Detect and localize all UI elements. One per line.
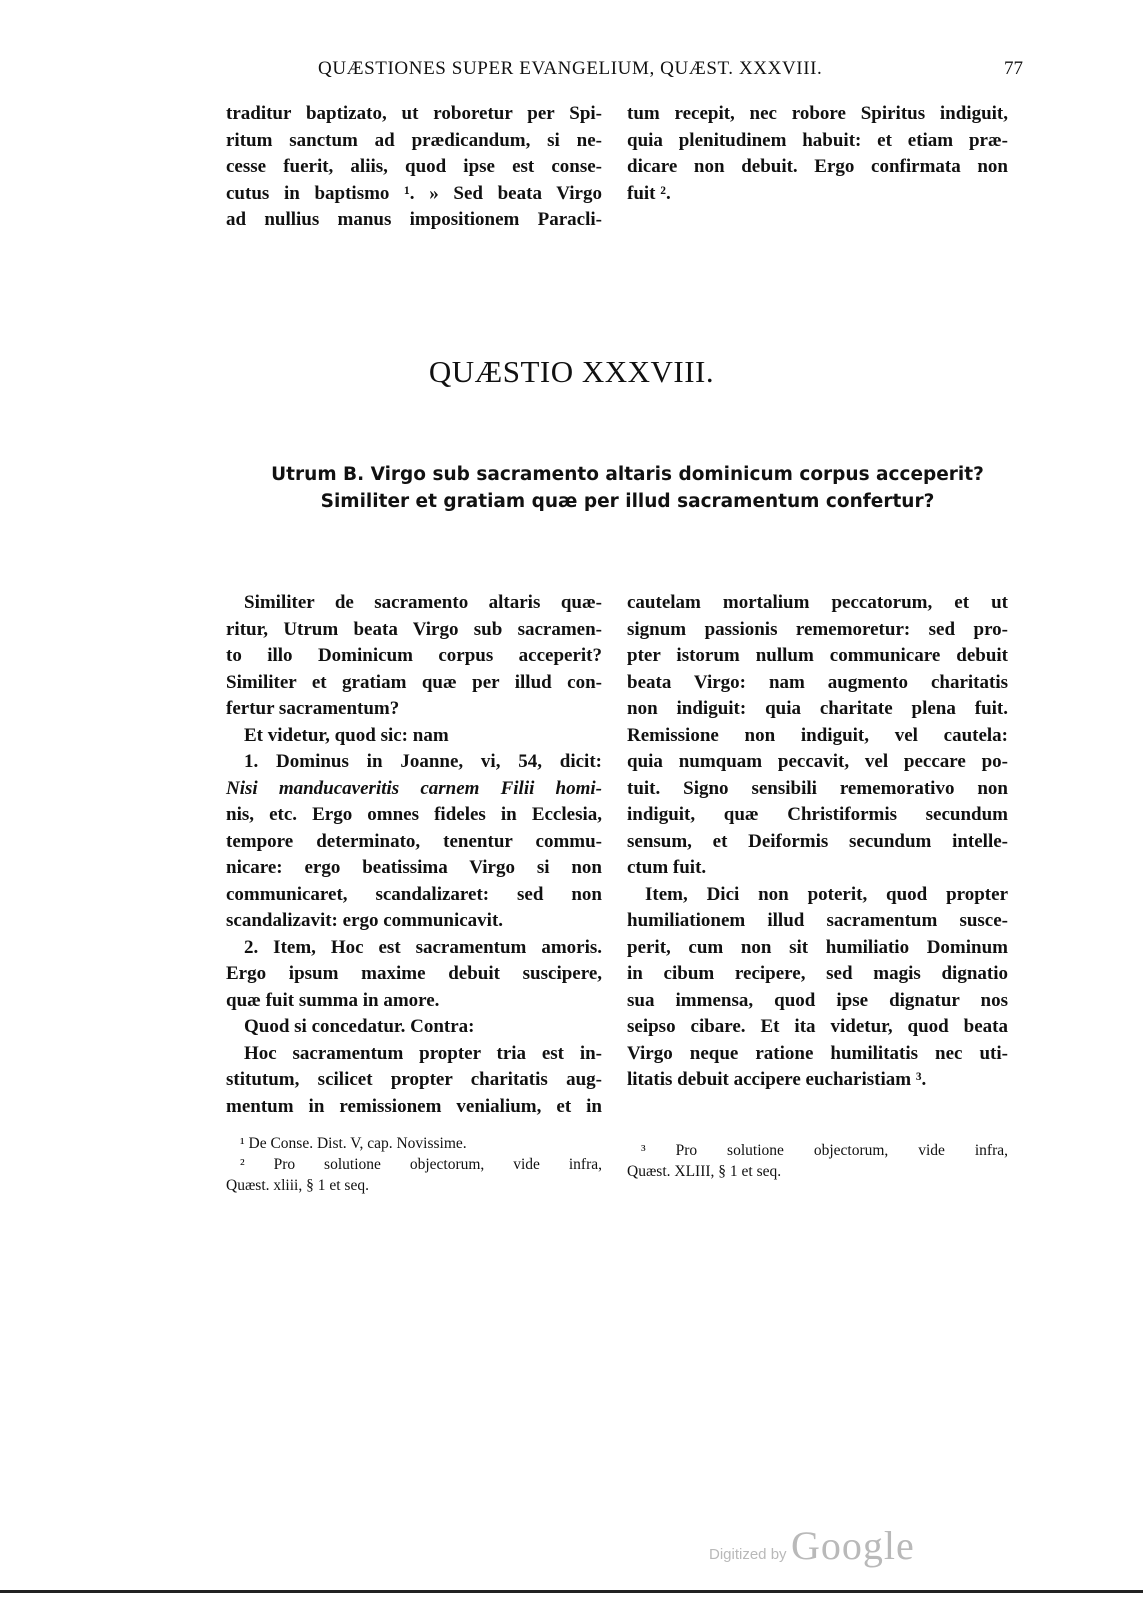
- text-line: Hoc sacramentum propter tria est in-: [244, 1042, 602, 1064]
- text-line: 1. Dominus in Joanne, vi, 54, dicit:: [244, 751, 602, 772]
- text-line: tempore determinato, tenentur commu-: [226, 830, 602, 852]
- text-line: to illo Dominicum corpus acceperit?: [226, 645, 602, 666]
- footnote-line: ³ Pro solutione objectorum, vide infra,: [641, 1142, 1008, 1159]
- footnote-line: Quæst. xliii, § 1 et seq.: [226, 1177, 369, 1194]
- text-line: fertur sacramentum?: [226, 698, 400, 719]
- running-head: QUÆSTIONES SUPER EVANGELIUM, QUÆST. XXXVIII.: [318, 58, 823, 79]
- text-line: cesse fuerit, aliis, quod ipse est conse-: [226, 156, 602, 177]
- text-line: dicare non debuit. Ergo confirmata non: [627, 156, 1008, 177]
- text-line: ad nullius manus impositionem Paracli-: [226, 209, 602, 230]
- question-title: QUÆSTIO XXXVIII.: [428, 354, 715, 389]
- text-line: signum passionis rememoretur: sed pro-: [627, 618, 1008, 640]
- text-line: tum recepit, nec robore Spiritus indiguit,: [627, 103, 1008, 124]
- text-line: ctum fuit.: [627, 857, 707, 878]
- text-line: quia numquam peccavit, vel peccare po-: [627, 751, 1008, 772]
- text-line: fuit ².: [627, 182, 671, 204]
- text-line: humiliationem illud sacramentum susce-: [627, 910, 1008, 931]
- watermark-prefix: Digitized by: [709, 1546, 787, 1563]
- text-line: seipso cibare. Et ita videtur, quod beata: [627, 1016, 1008, 1037]
- top-right-column: [627, 101, 1008, 207]
- text-line: Remissione non indiguit, vel cautela:: [627, 724, 1008, 746]
- body-left-column: [226, 590, 602, 1120]
- text-line: Quod si concedatur. Contra:: [244, 1016, 475, 1037]
- text-line: Item, Dici non poterit, quod propter: [645, 883, 1008, 905]
- text-line: Similiter de sacramento altaris quæ-: [244, 592, 602, 613]
- bottom-edge-rule: [0, 1590, 1143, 1593]
- digitized-watermark: [709, 1522, 915, 1569]
- subtitle-line-1: Utrum B. Virgo sub sacramento altaris dominicum corpus acceperit?: [271, 464, 984, 485]
- text-line: nicare: ergo beatissima Virgo si non: [226, 857, 602, 878]
- text-line: stitutum, scilicet propter charitatis aug-: [226, 1069, 602, 1090]
- body-right-column: [627, 590, 1008, 1094]
- footnote-line: ² Pro solutione objectorum, vide infra,: [240, 1156, 602, 1173]
- text-line: quæ fuit summa in amore.: [226, 989, 440, 1011]
- text-line: sua immensa, quod ipse dignatur nos: [627, 989, 1008, 1011]
- footnotes-right: [627, 1140, 1008, 1182]
- text-line: indiguit, quæ Christiformis secundum: [627, 804, 1008, 825]
- text-line: tuit. Signo sensibili rememorativo non: [627, 777, 1008, 799]
- text-line: communicaret, scandalizaret: sed non: [226, 883, 602, 905]
- text-line: sensum, et Deiformis secundum intelle-: [627, 830, 1008, 852]
- text-line: mentum in remissionem venialium, et in: [226, 1095, 602, 1117]
- text-line: Nisi manducaveritis carnem Filii homi-: [226, 777, 602, 799]
- page-number: 77: [1004, 58, 1023, 79]
- footnote-line: ¹ De Conse. Dist. V, cap. Novissime.: [240, 1135, 467, 1152]
- text-line: Et videtur, quod sic: nam: [244, 724, 449, 746]
- text-line: Similiter et gratiam quæ per illud con-: [226, 671, 602, 693]
- text-line: litatis debuit accipere eucharistiam ³.: [627, 1069, 927, 1090]
- text-line: quia plenitudinem habuit: et etiam præ-: [627, 129, 1008, 151]
- text-line: 2. Item, Hoc est sacramentum amoris.: [244, 936, 602, 958]
- question-subtitle: [226, 461, 1029, 515]
- text-line: Virgo neque ratione humilitatis nec uti-: [627, 1042, 1008, 1064]
- text-line: scandalizavit: ergo communicavit.: [226, 910, 504, 931]
- text-line: beata Virgo: nam augmento charitatis: [627, 671, 1008, 693]
- text-line: ritur, Utrum beata Virgo sub sacramen-: [226, 618, 602, 640]
- top-left-column: [226, 101, 602, 234]
- text-line: nis, etc. Ergo omnes fideles in Ecclesia,: [226, 804, 602, 825]
- text-line: pter istorum nullum communicare debuit: [627, 645, 1008, 666]
- footnotes-left: [226, 1133, 602, 1196]
- text-line: Ergo ipsum maxime debuit suscipere,: [226, 963, 602, 984]
- text-line: in cibum recipere, sed magis dignatio: [627, 963, 1008, 984]
- text-line: cautelam mortalium peccatorum, et ut: [627, 592, 1008, 613]
- text-line: ritum sanctum ad prædicandum, si ne-: [226, 129, 602, 151]
- text-line: traditur baptizato, ut roboretur per Spi-: [226, 103, 602, 124]
- text-line: perit, cum non sit humiliatio Dominum: [627, 936, 1008, 958]
- watermark-brand: Google: [791, 1523, 915, 1568]
- text-line: non indiguit: quia charitate plena fuit.: [627, 698, 1008, 719]
- text-line: cutus in baptismo ¹. » Sed beata Virgo: [226, 182, 602, 204]
- subtitle-line-2: Similiter et gratiam quæ per illud sacramentum confertur?: [320, 491, 935, 512]
- footnote-line: Quæst. XLIII, § 1 et seq.: [627, 1163, 782, 1180]
